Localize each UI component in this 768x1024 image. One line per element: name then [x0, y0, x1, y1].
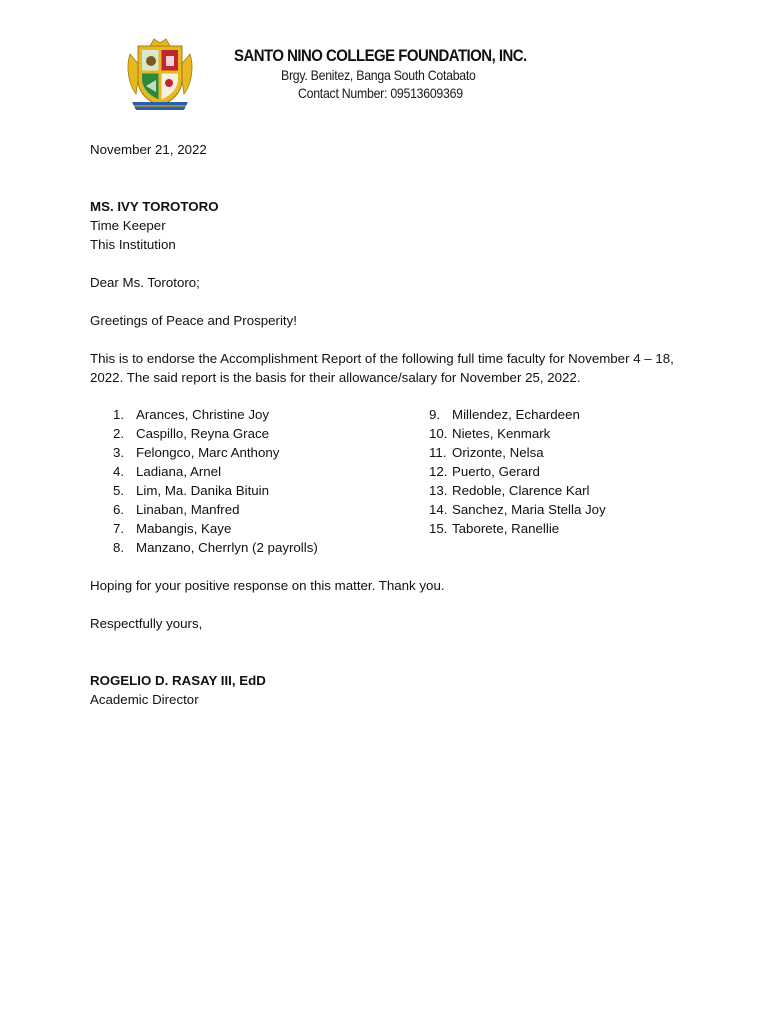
faculty-name: Nietes, Kenmark [452, 426, 551, 441]
list-item-number: 5. [113, 483, 125, 498]
list-item-number: 6. [113, 502, 125, 517]
school-name: SANTO NINO COLLEGE FOUNDATION, INC. [234, 46, 527, 65]
letter-date: November 21, 2022 [90, 142, 207, 157]
faculty-name: Felongco, Marc Anthony [136, 445, 280, 460]
faculty-name: Ladiana, Arnel [136, 464, 222, 479]
recipient-name: MS. IVY TOROTORO [90, 199, 219, 214]
school-seal-icon [126, 36, 194, 116]
faculty-name: Millendez, Echardeen [452, 407, 580, 422]
greeting: Greetings of Peace and Prosperity! [90, 313, 297, 328]
recipient-position: Time Keeper [90, 218, 166, 233]
faculty-name: Lim, Ma. Danika Bituin [136, 483, 270, 498]
list-item-number: 9. [429, 407, 441, 422]
list-item-number: 1. [113, 407, 125, 422]
faculty-name: Redoble, Clarence Karl [452, 483, 590, 498]
list-item-number: 4. [113, 464, 125, 479]
list-item-number: 2. [113, 426, 125, 441]
school-contact: Contact Number: 09513609369 [298, 85, 463, 101]
list-item-number: 11. [429, 445, 447, 460]
signatory-name: ROGELIO D. RASAY III, EdD [90, 673, 266, 688]
faculty-name: Linaban, Manfred [136, 502, 240, 517]
signatory-title: Academic Director [90, 692, 199, 707]
complimentary-close: Respectfully yours, [90, 616, 203, 631]
closing-line: Hoping for your positive response on this matter. Thank you. [90, 578, 445, 593]
body-paragraph: This is to endorse the Accomplishment Report of the following full time faculty for November 4 – 18, 2022. The said report is the basis for their allowance/salary for November 25, 2022. [90, 351, 674, 385]
list-item-number: 3. [113, 445, 125, 460]
faculty-name: Arances, Christine Joy [136, 407, 270, 422]
faculty-name: Puerto, Gerard [452, 464, 540, 479]
list-item-number: 12. [429, 464, 448, 479]
faculty-name: Taborete, Ranellie [452, 521, 560, 536]
faculty-name: Mabangis, Kaye [136, 521, 232, 536]
list-item-number: 10. [429, 426, 448, 441]
faculty-name: Sanchez, Maria Stella Joy [452, 502, 606, 517]
faculty-name: Caspillo, Reyna Grace [136, 426, 270, 441]
list-item-number: 13. [429, 483, 448, 498]
faculty-name: Manzano, Cherrlyn (2 payrolls) [136, 540, 318, 555]
list-item-number: 8. [113, 540, 125, 555]
school-address: Brgy. Benitez, Banga South Cotabato [281, 67, 476, 83]
faculty-name: Orizonte, Nelsa [452, 445, 544, 460]
list-item-number: 14. [429, 502, 448, 517]
recipient-institution: This Institution [90, 237, 176, 252]
list-item-number: 7. [113, 521, 125, 536]
list-item-number: 15. [429, 521, 448, 536]
salutation: Dear Ms. Torotoro; [90, 275, 200, 290]
